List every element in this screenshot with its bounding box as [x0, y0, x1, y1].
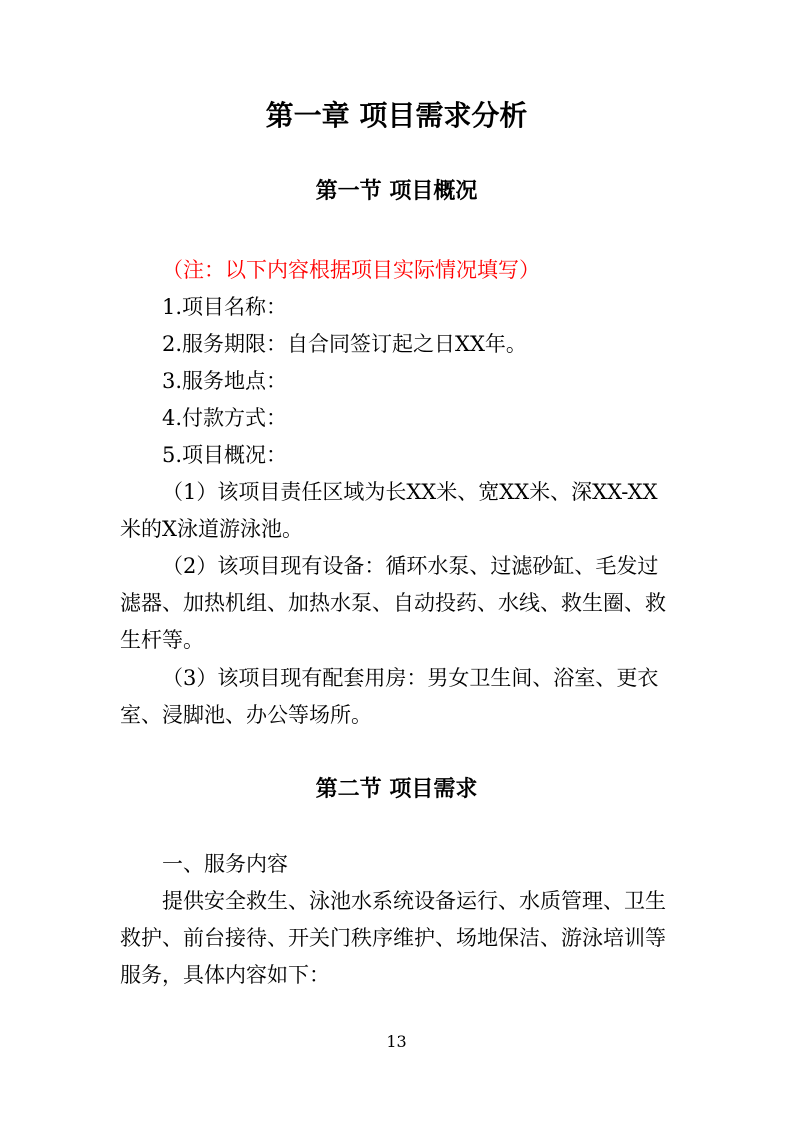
- note-text: （注：以下内容根据项目实际情况填写）: [162, 258, 540, 282]
- section-heading: 第一节 项目概况: [315, 179, 478, 204]
- list-item: 2.服务期限：自合同签订起之日XX年。: [162, 332, 527, 356]
- list-item: 5.项目概况：: [162, 443, 288, 467]
- section-heading: 第二节 项目需求: [315, 777, 478, 802]
- chapter-title: 第一章 项目需求分析: [265, 99, 528, 132]
- page-number: 13: [386, 1032, 407, 1051]
- body-paragraph: 提供安全救生、泳池水系统设备运行、水质管理、卫生救护、前台接待、开关门秩序维护、场地保洁、游泳培训等服务，具体内容如下：: [120, 889, 666, 987]
- detail-paragraph: （3）该项目现有配套用房：男女卫生间、浴室、更衣室、浸脚池、办公等场所。: [120, 666, 659, 727]
- subheading: 一、服务内容: [162, 852, 288, 876]
- list-item: 3.服务地点：: [162, 369, 288, 393]
- list-item: 1.项目名称：: [162, 295, 288, 319]
- detail-paragraph: （2）该项目现有设备：循环水泵、过滤砂缸、毛发过滤器、加热机组、加热水泵、自动投药、水线、救生圈、救生杆等。: [120, 554, 666, 652]
- detail-paragraph: （1）该项目责任区域为长XX米、宽XX米、深XX-XX米的X泳道游泳池。: [120, 480, 658, 541]
- list-item: 4.付款方式：: [162, 406, 288, 430]
